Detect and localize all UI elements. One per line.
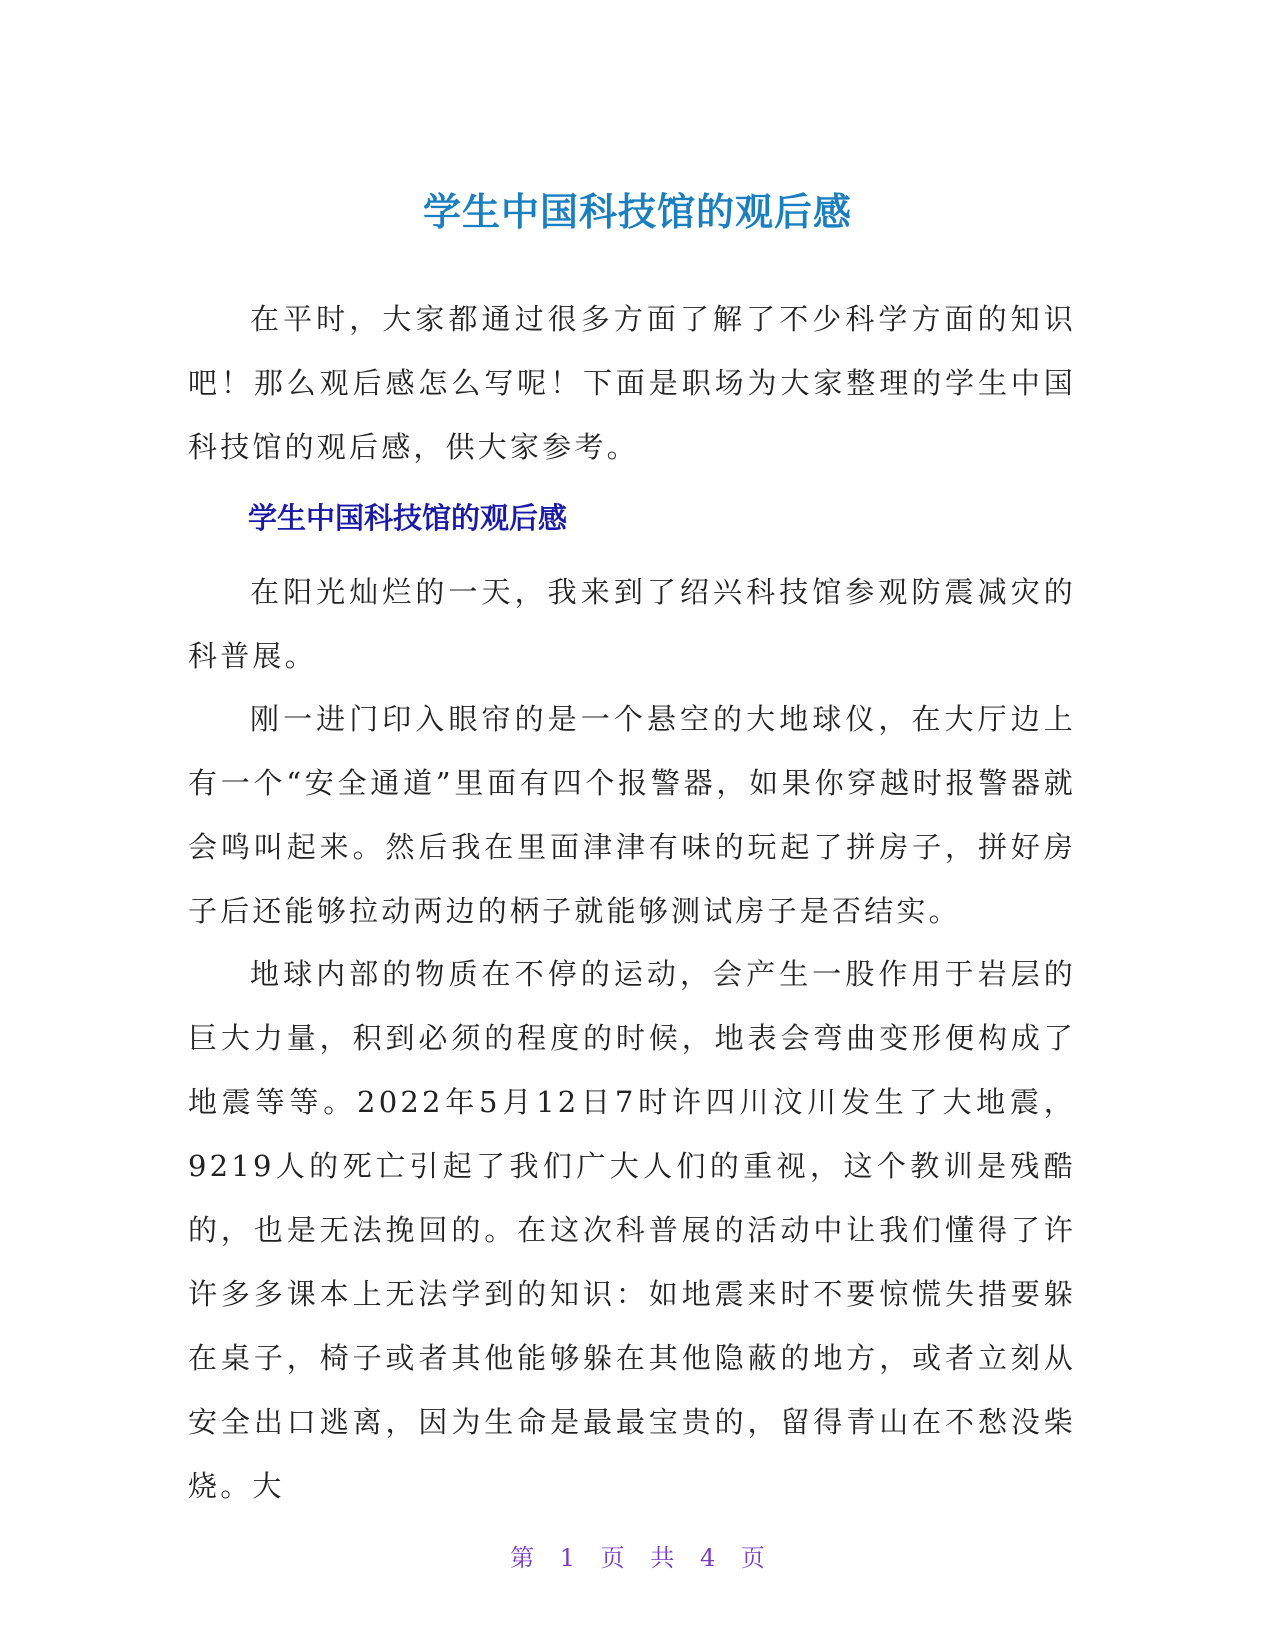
footer-current-page: 1 bbox=[559, 1544, 576, 1572]
intro-paragraph: 在平时，大家都通过很多方面了解了不少科学方面的知识吧！那么观后感怎么写呢！下面是职场为大家整理的学生中国科技馆的观后感，供大家参考。 bbox=[188, 302, 1076, 464]
footer-total-pages: 4 bbox=[699, 1544, 716, 1572]
footer-label-unit: 页 bbox=[600, 1544, 625, 1572]
paragraph-1: 在阳光灿烂的一天，我来到了绍兴科技馆参观防震减灾的科普展。 bbox=[188, 575, 1076, 673]
footer-label-unit2: 页 bbox=[740, 1544, 765, 1572]
page-title: 学生中国科技馆的观后感 bbox=[422, 190, 852, 235]
paragraph-3: 地球内部的物质在不停的运动，会产生一股作用于岩层的巨大力量，积到必须的程度的时候，地表会弯曲变形便构成了地震等等。2022年5月12日7时许四川汶川发生了大地震，9219人的死亡引起了我们广大人们的重视，这个教训是残酷的，也是无法挽回的。在这次科普展的活动中让我们懂得了许许多多课本上无法学到的知识：如地震来时不要惊慌失措要躲在桌子，椅子或者其他能够躲在其他隐蔽的地方，或者立刻从安全出口逃离，因为生命是最最宝贵的，留得青山在不愁没柴烧。大 bbox=[188, 957, 1076, 1503]
section-heading: 学生中国科技馆的观后感 bbox=[248, 501, 568, 535]
footer-label-page: 第 bbox=[510, 1544, 535, 1572]
page-footer bbox=[0, 1542, 1275, 1574]
paragraph-2: 刚一进门印入眼帘的是一个悬空的大地球仪，在大厅边上有一个“安全通道”里面有四个报警器，如果你穿越时报警器就会鸣叫起来。然后我在里面津津有味的玩起了拼房子，拼好房子后还能够拉动两边的柄子就能够测试房子是否结实。 bbox=[188, 702, 1076, 928]
footer-label-total: 共 bbox=[650, 1544, 675, 1572]
